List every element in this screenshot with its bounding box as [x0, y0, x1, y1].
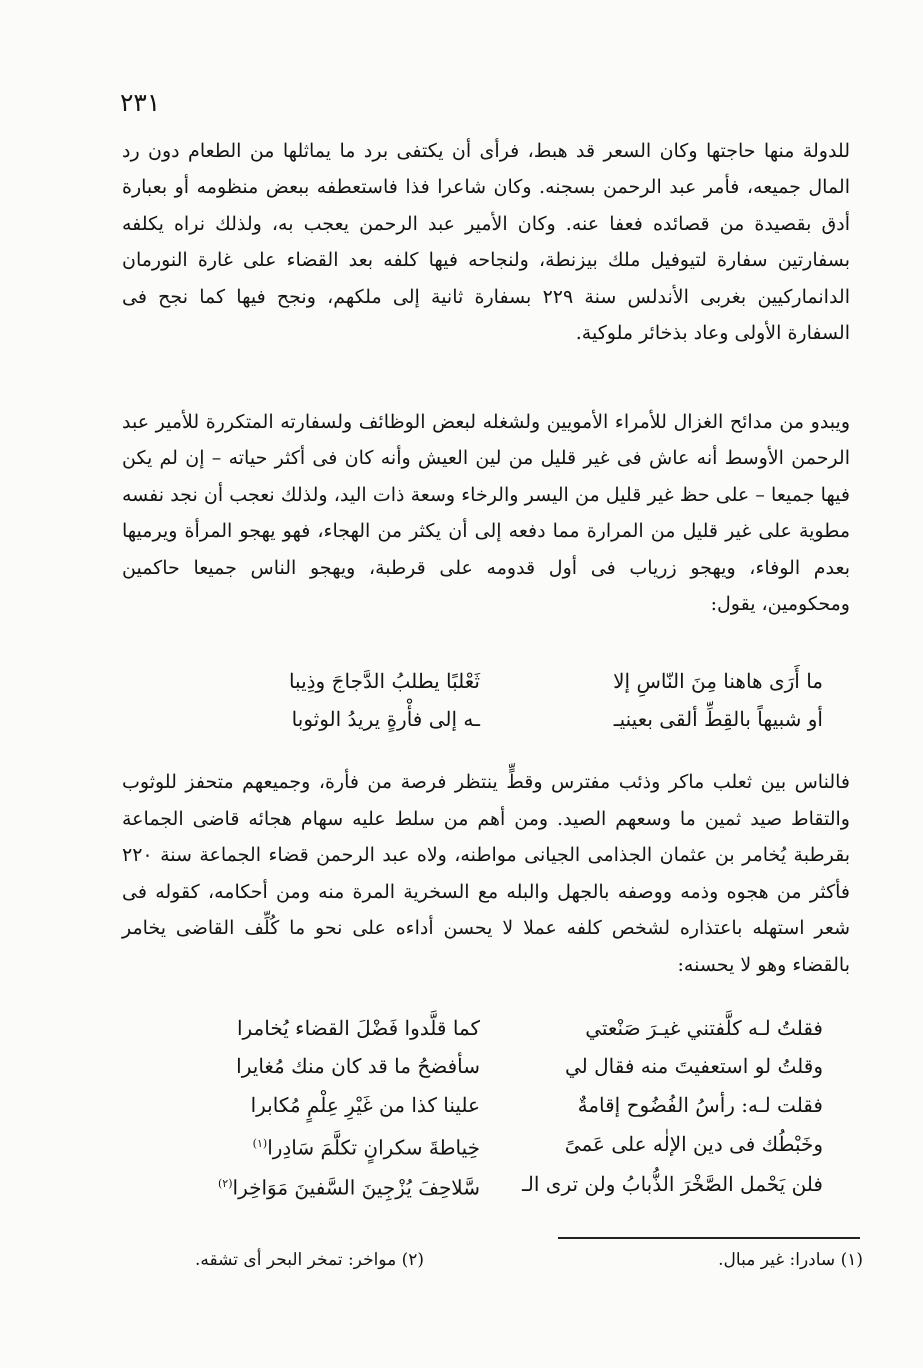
poem2-line4-right: وخَبْطُك فى دين الإلٰه على عَمىً	[564, 1132, 823, 1156]
poem1-line2-right: أو شبيهاً بالقِطِّ ألقى بعينيـ	[613, 707, 823, 731]
footnote-divider	[558, 1237, 860, 1239]
poem2-line1-left: كما قلَّدوا فَضْلَ القضاء يُخامرا	[236, 1016, 480, 1040]
poem1-line1-left: ثَعْلبًا يطلبُ الدَّجاجَ وذِيبا	[288, 669, 480, 693]
poem2-line3-right: فقلت لـه: رأسُ الفُضُوح إقامةٌ	[577, 1093, 823, 1117]
paragraph-3: فالناس بين ثعلب ماكر وذئب مفترس وقطٍّ ينتظر فرصة من فأرة، وجميعهم متحفز للوثوب والتقاط صيد ثمين ما وسعهم الصيد. ومن أهم من سلط عليه سهام هجائه قاضى الجماعة بقرطبة يُخامر بن عثمان الجذامى الجيانى مواطنه، ولاه عبد الرحمن قضاء الجماعة سنة ٢٢٠ فأكثر من هجوه وذمه ووصفه بالجهل والبله مع السخرية المرة منه ومن أحكامه، كقوله فى شعر استهله باعتذاره لشخص كلفه عملا لا يحسن أداءه على نحو ما كُلِّف القاضى يخامر بالقضاء وهو لا يحسنه:	[122, 771, 850, 976]
poem1-line1-right: ما أَرَى هاهنا مِنَ النّاسِ إلا	[613, 669, 823, 693]
poem2-line5-left	[120, 1166, 480, 1206]
footnote-ref-2: (٢)	[218, 1177, 233, 1190]
poem2-line3-left: علينا كذا من غَيْرِ عِلْمٍ مُكابرا	[250, 1093, 480, 1117]
poem2-line5-right: فلن يَحْمل الصَّخْرَ الذُّبابُ ولن ترى الـ	[521, 1172, 823, 1196]
footnote-ref-1: (١)	[252, 1137, 268, 1150]
poem2-line2-left: سأفضحُ ما قد كان منك مُغايرا	[236, 1054, 480, 1078]
poem2-line2-right: وقلتُ لو استعفيتَ منه فقال لي	[564, 1054, 823, 1078]
poem2-line4-left	[120, 1126, 480, 1166]
poem2-line4-left-text: خِياطةَ سكرانٍ تكلَّمَ سَادِرا	[267, 1135, 480, 1160]
poem2-line5-left-text: سَّلاحِفَ يُزْجِينَ السَّفينَ مَوَاخِرا	[232, 1175, 480, 1200]
page-number: ٢٣١	[120, 88, 161, 117]
poem2-line1-right: فقلتُ لـه كلَّفتني غيـرَ صَنْعتي	[585, 1016, 823, 1040]
footnote-1: (١) سادرا: غير مبال.	[718, 1250, 863, 1270]
paragraph-1: للدولة منها حاجتها وكان السعر قد هبط، فرأى أن يكتفى برد ما يماثلها من الطعام دون رد المال جميعه، فأمر عبد الرحمن بسجنه. وكان شاعرا فذا فاستعطفه ببعض منظومه أو بعبارة أدق بقصيدة من قصائده فعفا عنه. وكان الأمير عبد الرحمن يعجب به، ولذلك نراه يكلفه بسفارتين سفارة لتيوفيل ملك بيزنطة، ولنجاحه فيها كلفه بعد القضاء على غارة النورمان الدانماركيين بغربى الأندلس سنة ٢٢٩ بسفارة ثانية إلى ملكهم، ونجح فيها كما نجح فى السفارة الأولى وعاد بذخائر ملوكية.	[122, 140, 850, 345]
poem1-line2-left: ـه إلى فأْرةٍ يريدُ الوثوبا	[291, 707, 480, 731]
paragraph-2: ويبدو من مدائح الغزال للأمراء الأمويين ولشغله لبعض الوظائف ولسفارته المتكررة للأمير عبد الرحمن الأوسط أنه عاش فى غير قليل من لين العيش وأنه كان فى أكثر حياته – إن لم يكن فيها جميعا – على حظ غير قليل من اليسر والرخاء وسعة ذات اليد، ولذلك نعجب أن نجد نفسه مطوية على غير قليل من المرارة مما دفعه إلى أن يكثر من الهجاء، فهو يهجو المرأة ويرميها بعدم الوفاء، ويهجو زرياب فى أول قدومه على قرطبة، ويهجو الناس جميعا حاكمين ومحكومين، يقول:	[122, 411, 850, 616]
footnote-2: (٢) مواخر: تمخر البحر أى تشقه.	[195, 1250, 425, 1270]
